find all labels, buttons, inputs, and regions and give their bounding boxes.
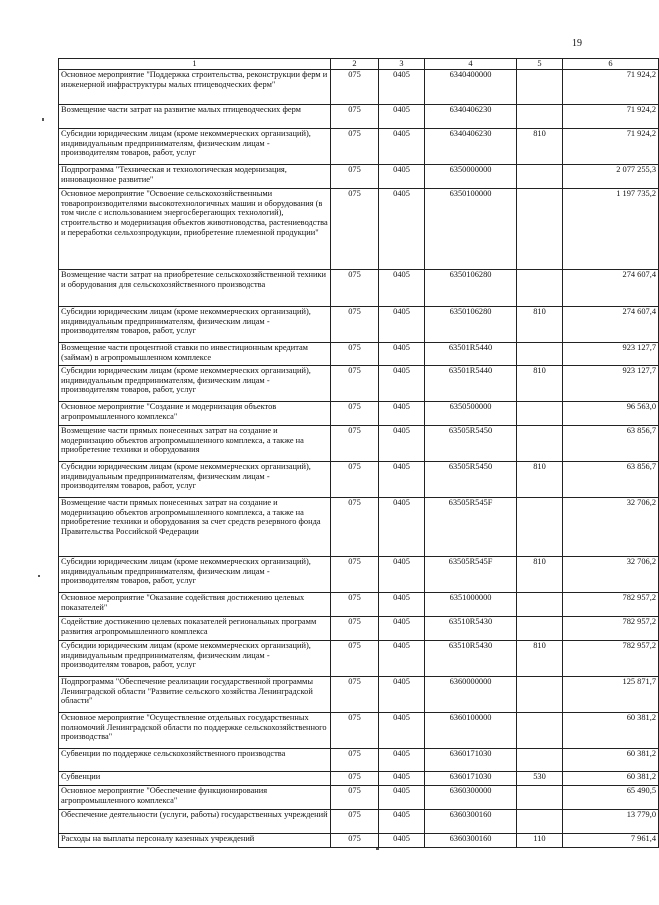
table-row	[59, 104, 659, 128]
row-name: Возмещение части затрат на развитие малых птицеводческих ферм	[59, 104, 331, 128]
row-ministry-code: 075	[331, 128, 379, 164]
row-name: Возмещение части затрат на приобретение сельскохозяйственной техники и оборудования для сельскохозяйственного производства	[59, 269, 331, 306]
row-section-code: 0405	[379, 306, 425, 342]
table-row	[59, 809, 659, 833]
row-amount: 65 490,5	[563, 785, 659, 809]
row-type-code	[517, 748, 563, 771]
row-amount: 71 924,2	[563, 128, 659, 164]
row-target-code: 6340406230	[425, 128, 517, 164]
row-target-code: 63505R5450	[425, 461, 517, 497]
row-target-code: 63501R5440	[425, 365, 517, 401]
row-amount: 13 779,0	[563, 809, 659, 833]
row-ministry-code: 075	[331, 461, 379, 497]
row-amount: 2 077 255,3	[563, 164, 659, 188]
row-amount: 1 197 735,2	[563, 188, 659, 269]
row-name: Основное мероприятие "Обеспечение функционирования агропромышленного комплекса"	[59, 785, 331, 809]
table-row	[59, 128, 659, 164]
row-ministry-code: 075	[331, 269, 379, 306]
table-row	[59, 833, 659, 847]
row-section-code: 0405	[379, 425, 425, 461]
row-type-code	[517, 676, 563, 712]
table-row	[59, 69, 659, 104]
scan-mark	[42, 118, 44, 121]
row-section-code: 0405	[379, 640, 425, 676]
table-row	[59, 342, 659, 365]
row-type-code	[517, 342, 563, 365]
row-type-code	[517, 104, 563, 128]
header-cell-section: 3	[379, 59, 425, 70]
row-target-code: 6350000000	[425, 164, 517, 188]
row-amount: 274 607,4	[563, 306, 659, 342]
table-row	[59, 748, 659, 771]
row-type-code: 810	[517, 365, 563, 401]
row-type-code: 810	[517, 461, 563, 497]
row-name: Возмещение части процентной ставки по инвестиционным кредитам (займам) в агропромышленном комплексе	[59, 342, 331, 365]
header-cell-target: 4	[425, 59, 517, 70]
row-name: Субсидии юридическим лицам (кроме некоммерческих организаций), индивидуальным предпринимателям, физическим лицам - производителям товаров, работ, услуг	[59, 365, 331, 401]
row-name: Подпрограмма "Обеспечение реализации государственной программы Ленинградской области "Развитие сельского хозяйства Ленинградской области"	[59, 676, 331, 712]
row-ministry-code: 075	[331, 497, 379, 556]
row-ministry-code: 075	[331, 164, 379, 188]
row-type-code	[517, 785, 563, 809]
row-section-code: 0405	[379, 188, 425, 269]
page-number: 19	[572, 38, 582, 49]
row-name: Субвенции	[59, 771, 331, 785]
row-target-code: 6350106280	[425, 269, 517, 306]
row-amount: 32 706,2	[563, 556, 659, 592]
row-section-code: 0405	[379, 676, 425, 712]
row-name: Возмещение части прямых понесенных затрат на создание и модернизацию объектов агропромышленного комплекса, а также на приобретение техники и оборудования	[59, 425, 331, 461]
row-type-code	[517, 269, 563, 306]
header-cell-amount: 6	[563, 59, 659, 70]
row-name: Основное мероприятие "Поддержка строительства, реконструкции ферм и инженерной инфраструктуры малых птицеводческих ферм"	[59, 69, 331, 104]
row-name: Субсидии юридическим лицам (кроме некоммерческих организаций), индивидуальным предпринимателям, физическим лицам - производителям товаров, работ, услуг	[59, 306, 331, 342]
table-row	[59, 497, 659, 556]
row-section-code: 0405	[379, 164, 425, 188]
row-section-code: 0405	[379, 497, 425, 556]
row-ministry-code: 075	[331, 785, 379, 809]
row-target-code: 6350106280	[425, 306, 517, 342]
row-ministry-code: 075	[331, 306, 379, 342]
row-type-code	[517, 809, 563, 833]
row-target-code: 63510R5430	[425, 640, 517, 676]
row-ministry-code: 075	[331, 69, 379, 104]
row-type-code: 530	[517, 771, 563, 785]
row-section-code: 0405	[379, 809, 425, 833]
row-amount: 60 381,2	[563, 771, 659, 785]
row-amount: 71 924,2	[563, 69, 659, 104]
row-ministry-code: 075	[331, 748, 379, 771]
row-name: Основное мероприятие "Осуществление отдельных государственных полномочий Ленинградской области по поддержке сельскохозяйственного производства"	[59, 712, 331, 748]
row-target-code: 6340406230	[425, 104, 517, 128]
row-type-code	[517, 401, 563, 425]
row-ministry-code: 075	[331, 676, 379, 712]
scan-mark	[38, 575, 40, 577]
header-row	[59, 59, 659, 70]
table-row	[59, 676, 659, 712]
row-target-code: 6360000000	[425, 676, 517, 712]
table-row	[59, 164, 659, 188]
row-name: Субсидии юридическим лицам (кроме некоммерческих организаций), индивидуальным предпринимателям, физическим лицам - производителям товаров, работ, услуг	[59, 461, 331, 497]
row-target-code: 63505R545F	[425, 497, 517, 556]
header-cell-ministry: 2	[331, 59, 379, 70]
row-amount: 923 127,7	[563, 365, 659, 401]
table-row	[59, 188, 659, 269]
row-name: Основное мероприятие "Оказание содействия достижению целевых показателей"	[59, 592, 331, 616]
row-type-code: 110	[517, 833, 563, 847]
row-amount: 60 381,2	[563, 712, 659, 748]
row-section-code: 0405	[379, 771, 425, 785]
row-ministry-code: 075	[331, 771, 379, 785]
row-target-code: 6360171030	[425, 748, 517, 771]
row-type-code: 810	[517, 556, 563, 592]
table-row	[59, 771, 659, 785]
header-cell-type: 5	[517, 59, 563, 70]
row-ministry-code: 075	[331, 401, 379, 425]
row-type-code: 810	[517, 306, 563, 342]
row-type-code	[517, 497, 563, 556]
row-type-code: 810	[517, 640, 563, 676]
table-row	[59, 785, 659, 809]
row-ministry-code: 075	[331, 342, 379, 365]
row-ministry-code: 075	[331, 809, 379, 833]
row-section-code: 0405	[379, 556, 425, 592]
row-type-code: 810	[517, 128, 563, 164]
header-cell-name: 1	[59, 59, 331, 70]
row-amount: 32 706,2	[563, 497, 659, 556]
row-section-code: 0405	[379, 785, 425, 809]
budget-table	[58, 58, 659, 848]
row-name: Субсидии юридическим лицам (кроме некоммерческих организаций), индивидуальным предпринимателям, физическим лицам - производителям товаров, работ, услуг	[59, 640, 331, 676]
row-amount: 782 957,2	[563, 640, 659, 676]
row-ministry-code: 075	[331, 640, 379, 676]
row-section-code: 0405	[379, 128, 425, 164]
row-section-code: 0405	[379, 269, 425, 306]
row-target-code: 6350100000	[425, 188, 517, 269]
row-section-code: 0405	[379, 616, 425, 640]
row-type-code	[517, 164, 563, 188]
row-ministry-code: 075	[331, 712, 379, 748]
row-amount: 923 127,7	[563, 342, 659, 365]
table-body	[59, 69, 659, 847]
row-amount: 96 563,0	[563, 401, 659, 425]
row-type-code	[517, 616, 563, 640]
row-name: Расходы на выплаты персоналу казенных учреждений	[59, 833, 331, 847]
row-target-code: 63510R5430	[425, 616, 517, 640]
row-amount: 7 961,4	[563, 833, 659, 847]
row-target-code: 6360300160	[425, 833, 517, 847]
row-ministry-code: 075	[331, 592, 379, 616]
table-row	[59, 401, 659, 425]
row-amount: 63 856,7	[563, 461, 659, 497]
row-section-code: 0405	[379, 342, 425, 365]
row-amount: 71 924,2	[563, 104, 659, 128]
row-name: Субсидии юридическим лицам (кроме некоммерческих организаций), индивидуальным предпринимателям, физическим лицам - производителям товаров, работ, услуг	[59, 556, 331, 592]
row-ministry-code: 075	[331, 833, 379, 847]
row-type-code	[517, 592, 563, 616]
row-section-code: 0405	[379, 592, 425, 616]
table-row	[59, 556, 659, 592]
row-target-code: 6360171030	[425, 771, 517, 785]
row-name: Содействие достижению целевых показателей региональных программ развития агропромышленного комплекса	[59, 616, 331, 640]
table-row	[59, 306, 659, 342]
row-type-code	[517, 69, 563, 104]
row-name: Обеспечение деятельности (услуги, работы) государственных учреждений	[59, 809, 331, 833]
row-section-code: 0405	[379, 461, 425, 497]
row-target-code: 6351000000	[425, 592, 517, 616]
row-name: Субсидии юридическим лицам (кроме некоммерческих организаций), индивидуальным предпринимателям, физическим лицам - производителям товаров, работ, услуг	[59, 128, 331, 164]
row-section-code: 0405	[379, 748, 425, 771]
row-target-code: 6360300160	[425, 809, 517, 833]
row-target-code: 63505R5450	[425, 425, 517, 461]
table-row	[59, 365, 659, 401]
table-row	[59, 712, 659, 748]
row-amount: 782 957,2	[563, 592, 659, 616]
scan-mark	[376, 848, 379, 850]
table-row	[59, 640, 659, 676]
table-row	[59, 616, 659, 640]
row-name: Возмещение части прямых понесенных затрат на создание и модернизацию объектов агропромышленного комплекса, а также на приобретение техники и оборудования за счет средств резервного фонда Правительства Российской Федерации	[59, 497, 331, 556]
row-target-code: 6350500000	[425, 401, 517, 425]
row-section-code: 0405	[379, 712, 425, 748]
row-amount: 782 957,2	[563, 616, 659, 640]
row-ministry-code: 075	[331, 188, 379, 269]
row-type-code	[517, 712, 563, 748]
table-row	[59, 425, 659, 461]
row-name: Подпрограмма "Техническая и технологическая модернизация, инновационное развитие"	[59, 164, 331, 188]
row-type-code	[517, 188, 563, 269]
row-target-code: 6360100000	[425, 712, 517, 748]
row-ministry-code: 075	[331, 556, 379, 592]
row-section-code: 0405	[379, 401, 425, 425]
row-target-code: 6360300000	[425, 785, 517, 809]
row-ministry-code: 075	[331, 616, 379, 640]
row-type-code	[517, 425, 563, 461]
row-section-code: 0405	[379, 69, 425, 104]
table-row	[59, 269, 659, 306]
row-section-code: 0405	[379, 104, 425, 128]
row-section-code: 0405	[379, 365, 425, 401]
row-name: Основное мероприятие "Создание и модернизация объектов агропромышленного комплекса"	[59, 401, 331, 425]
row-target-code: 63505R545F	[425, 556, 517, 592]
row-name: Основное мероприятие "Освоение сельскохозяйственными товаропроизводителями высокотехнологичных машин и оборудования (в том числе с использованием энергосберегающих технологий), строительство и модернизация объектов животноводства, растениеводства и переработки сельхозпродукции, приобретение племенной продукции"	[59, 188, 331, 269]
row-amount: 60 381,2	[563, 748, 659, 771]
row-amount: 125 871,7	[563, 676, 659, 712]
row-target-code: 63501R5440	[425, 342, 517, 365]
row-section-code: 0405	[379, 833, 425, 847]
row-ministry-code: 075	[331, 365, 379, 401]
row-amount: 63 856,7	[563, 425, 659, 461]
table-row	[59, 461, 659, 497]
row-ministry-code: 075	[331, 425, 379, 461]
row-target-code: 6340400000	[425, 69, 517, 104]
table-row	[59, 592, 659, 616]
row-ministry-code: 075	[331, 104, 379, 128]
row-name: Субвенции по поддержке сельскохозяйственного производства	[59, 748, 331, 771]
row-amount: 274 607,4	[563, 269, 659, 306]
